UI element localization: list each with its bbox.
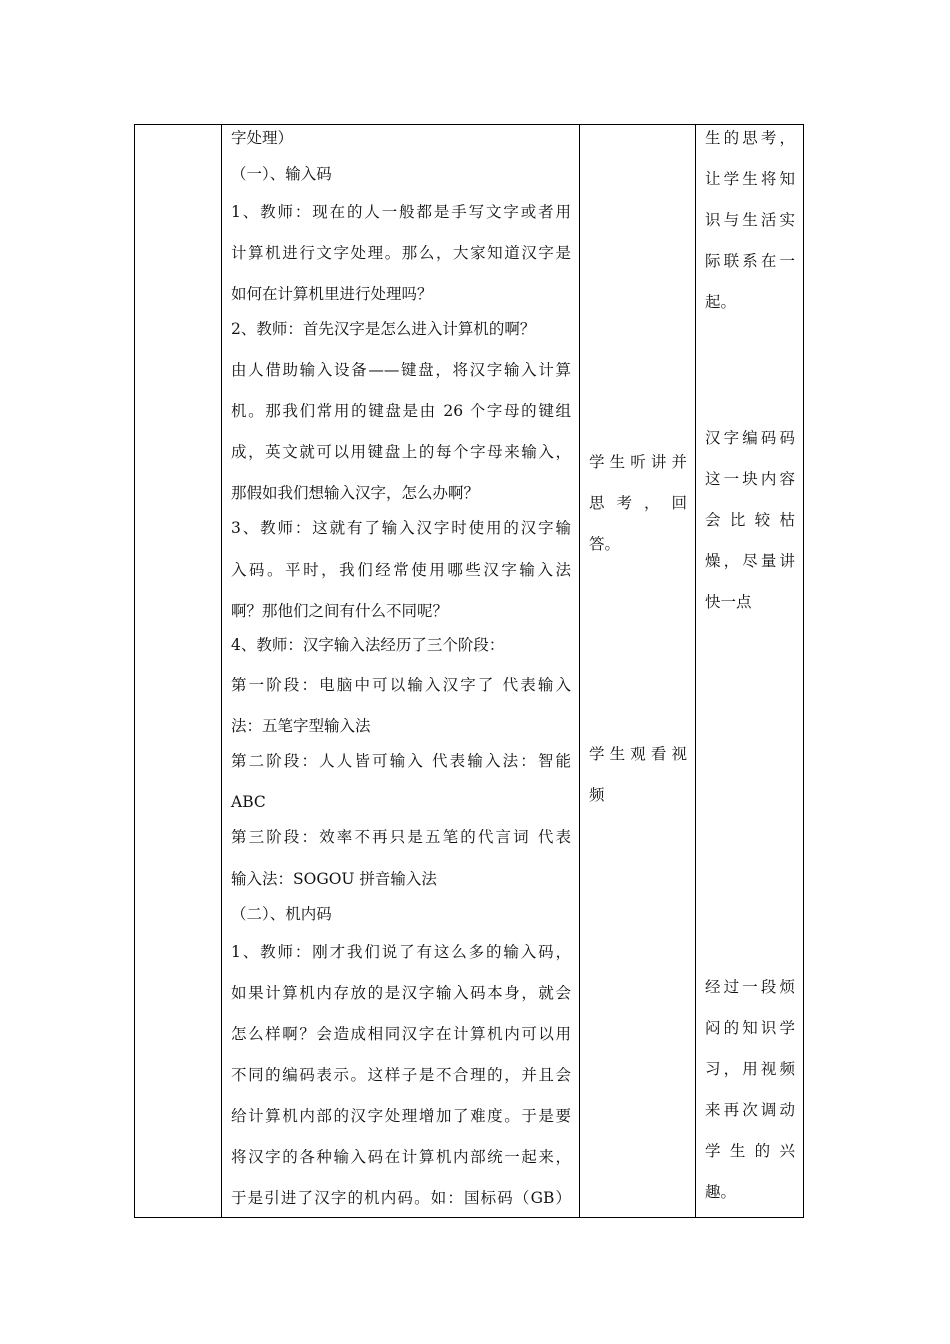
main-line: 2、教师：首先汉字是怎么进入计算机的啊？ [231,320,536,338]
note-line: 闷的知识学 [705,1019,795,1037]
note-line: 识与生活实 [705,211,795,229]
note-line: 让学生将知 [705,170,795,188]
main-line: 将汉字的各种输入码在计算机内部统一起来， [231,1148,571,1166]
note-line: 快一点 [705,593,752,611]
note-line: 习，用视频 [705,1060,795,1078]
main-line: 第二阶段：人人皆可输入 代表输入法：智能 [231,752,571,770]
main-line: 第一阶段：电脑中可以输入汉字了 代表输入 [231,676,571,694]
main-line: 那假如我们想输入汉字，怎么办啊？ [231,484,480,502]
note-line: 趣。 [705,1183,737,1201]
note-line: 生的思考， [705,129,795,147]
column-divider [579,124,580,1218]
main-line: 输入法：SOGOU 拼音输入法 [231,870,437,888]
main-line: 如果计算机内存放的是汉字输入码本身，就会 [231,984,571,1002]
main-line: 如何在计算机里进行处理吗？ [231,285,433,303]
student-line: 学生观看视 [589,745,687,763]
note-line: 汉字编码码 [705,429,795,447]
student-line: 频 [589,786,605,804]
main-line: 法：五笔字型输入法 [231,717,371,735]
main-line: 不同的编码表示。这样子是不合理的，并且会 [231,1066,571,1084]
main-line: 怎么样啊？会造成相同汉字在计算机内可以用 [231,1025,571,1043]
main-line: 1、教师：刚才我们说了有这么多的输入码， [231,943,571,961]
student-line: 答。 [589,535,621,553]
main-line: 字处理） [231,129,294,147]
note-line: 学生的兴 [705,1142,795,1160]
note-line: 经过一段烦 [705,978,795,996]
main-line: 于是引进了汉字的机内码。如：国标码（GB） [231,1189,571,1207]
note-line: 这一块内容 [705,470,795,488]
note-line: 起。 [705,293,737,311]
main-line: 给计算机内部的汉字处理增加了难度。于是要 [231,1107,571,1125]
section-heading: （二）、机内码 [231,905,332,923]
main-line: 第三阶段：效率不再只是五笔的代言词 代表 [231,828,571,846]
main-line: 啊？那他们之间有什么不同呢？ [231,602,449,620]
main-line: 3、教师：这就有了输入汉字时使用的汉字输 [231,519,571,537]
main-line: 由人借助输入设备——键盘，将汉字输入计算 [231,361,571,379]
main-line: 计算机进行文字处理。那么，大家知道汉字是 [231,244,571,262]
note-line: 际联系在一 [705,252,795,270]
main-line: 机。那我们常用的键盘是由 26 个字母的键组 [231,402,571,420]
main-line: ABC [231,793,266,811]
main-line: 4、教师：汉字输入法经历了三个阶段： [231,636,505,654]
student-line: 学生听讲并 [589,453,687,471]
main-line: 入码。平时，我们经常使用哪些汉字输入法 [231,561,571,579]
section-heading: （一）、输入码 [231,165,332,183]
note-line: 燥，尽量讲 [705,552,795,570]
note-line: 会比较枯 [705,511,795,529]
student-line: 思考，回 [589,494,687,512]
main-line: 成，英文就可以用键盘上的每个字母来输入， [231,443,571,461]
note-line: 来再次调动 [705,1101,795,1119]
main-line: 1、教师：现在的人一般都是手写文字或者用 [231,203,571,221]
column-divider [695,124,696,1218]
column-divider [221,124,222,1218]
